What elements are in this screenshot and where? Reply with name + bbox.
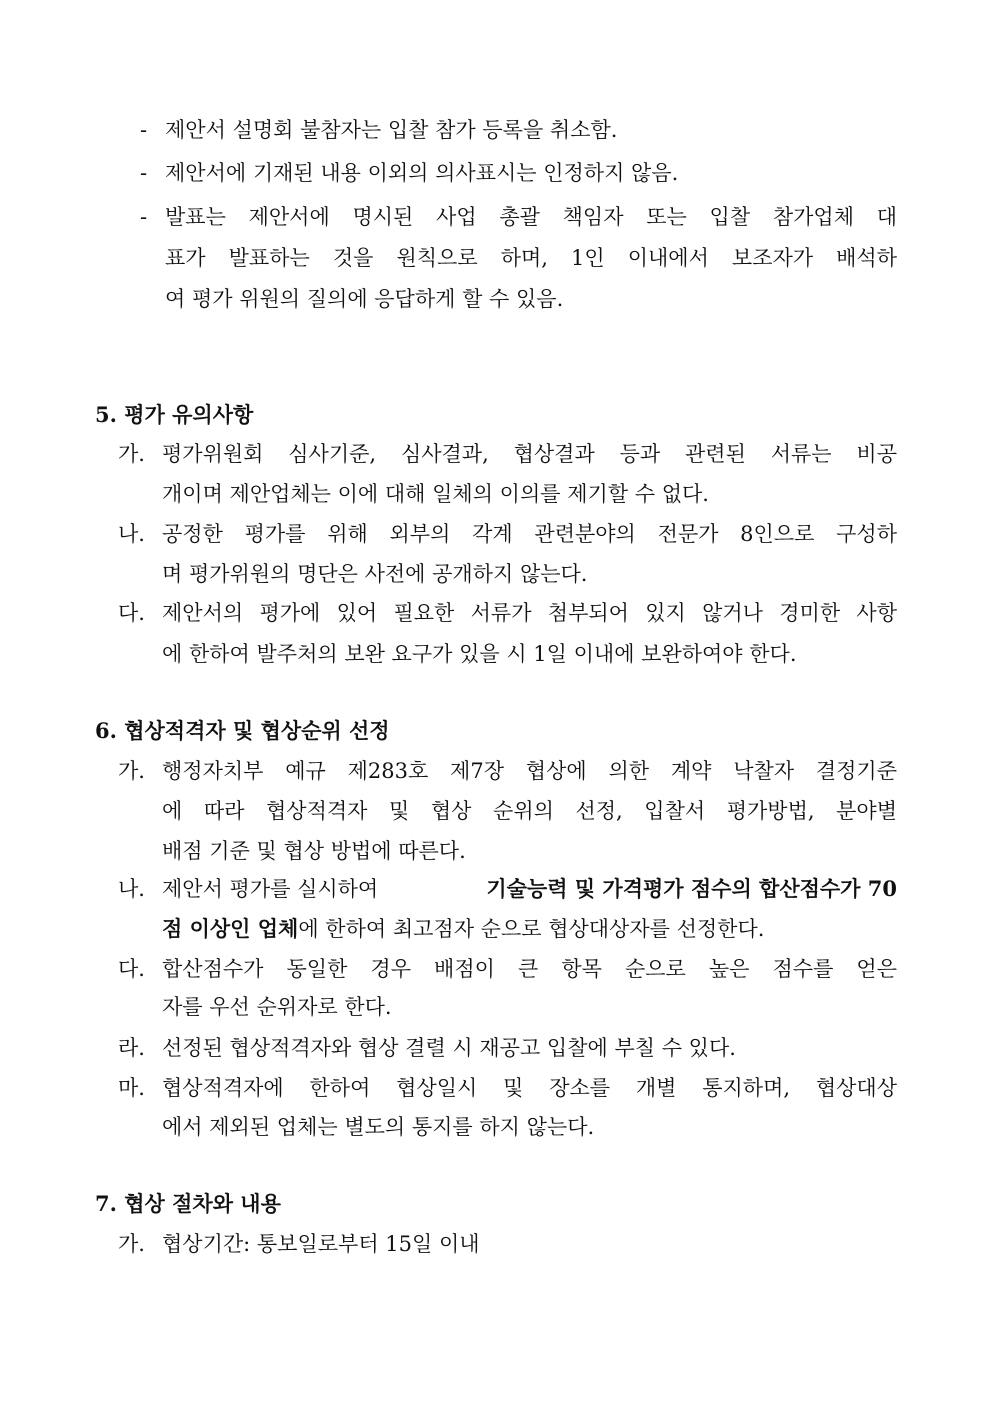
item-marker: 나.: [118, 522, 145, 546]
section-6-item-da-line-1: 합산점수가 동일한 경우 배점이 큰 항목 순으로 높은 점수를 얻은: [162, 957, 897, 981]
section-5-item-da-line-2: 에 한하여 발주처의 보완 요구가 있을 시 1일 이내에 보완하여야 한다.: [162, 642, 797, 666]
section-6-item-ma-line-1: 협상적격자에 한하여 협상일시 및 장소를 개별 통지하며, 협상대상: [162, 1076, 897, 1100]
item-marker: 다.: [118, 601, 145, 625]
item-marker: 가.: [118, 759, 145, 783]
item-marker: 다.: [118, 957, 145, 981]
section-6-item-ga-line-3: 배점 기준 및 협상 방법에 따른다.: [162, 839, 466, 863]
section-6-item-na-bold-text: 기술능력 및 가격평가 점수의 합산점수가 70: [486, 876, 897, 901]
section-6-item-ga-line-2: 에 따라 협상적격자 및 협상 순위의 선정, 입찰서 평가방법, 분야별: [162, 799, 897, 823]
item-marker: 라.: [118, 1036, 145, 1060]
section-7-item-ga-line-1: 협상기간: 통보일로부터 15일 이내: [162, 1232, 480, 1256]
item-marker: 가.: [118, 442, 145, 466]
section-7-title: 7. 협상 절차와 내용: [95, 1191, 281, 1216]
section-6-item-na-plain-text-2: 에 한하여 최고점자 순으로 협상대상자를 선정한다.: [298, 917, 765, 941]
section-5-title: 5. 평가 유의사항: [95, 402, 254, 427]
dash-marker: -: [140, 118, 148, 142]
intro-item-2-line-1: 제안서에 기재된 내용 이외의 의사표시는 인정하지 않음.: [165, 161, 679, 185]
item-marker: 마.: [118, 1076, 145, 1100]
section-6-item-ra-line-1: 선정된 협상적격자와 협상 결렬 시 재공고 입찰에 부칠 수 있다.: [162, 1036, 736, 1060]
section-6-item-da-line-2: 자를 우선 순위자로 한다.: [162, 995, 392, 1019]
section-5-item-ga-line-1: 평가위원회 심사기준, 심사결과, 협상결과 등과 관련된 서류는 비공: [162, 442, 897, 466]
section-6-title: 6. 협상적격자 및 협상순위 선정: [95, 718, 390, 743]
intro-item-3-line-3: 여 평가 위원의 질의에 응답하게 할 수 있음.: [165, 287, 564, 311]
section-5-item-na-line-2: 며 평가위원의 명단은 사전에 공개하지 않는다.: [162, 562, 588, 586]
intro-item-1-line-1: 제안서 설명회 불참자는 입찰 참가 등록을 취소함.: [165, 118, 618, 142]
section-6-item-na-plain-text: 제안서 평가를 실시하여: [162, 877, 385, 901]
intro-item-3-line-1: 발표는 제안서에 명시된 사업 총괄 책임자 또는 입찰 참가업체 대: [165, 205, 897, 229]
dash-marker: -: [140, 205, 148, 229]
dash-marker: -: [140, 161, 148, 185]
section-6-item-ma-line-2: 에서 제외된 업체는 별도의 통지를 하지 않는다.: [162, 1115, 595, 1139]
section-6-item-na-line-2: [162, 914, 764, 944]
section-6-item-na-bold-text-2: 점 이상인 업체: [162, 916, 299, 941]
item-marker: 가.: [118, 1232, 145, 1256]
section-5-item-ga-line-2: 개이며 제안업체는 이에 대해 일체의 이의를 제기할 수 없다.: [162, 482, 709, 506]
item-marker: 나.: [118, 877, 145, 901]
section-5-item-na-line-1: 공정한 평가를 위해 외부의 각계 관련분야의 전문가 8인으로 구성하: [162, 522, 897, 546]
section-6-item-ga-line-1: 행정자치부 예규 제283호 제7장 협상에 의한 계약 낙찰자 결정기준: [162, 759, 897, 783]
section-5-item-da-line-1: 제안서의 평가에 있어 필요한 서류가 첨부되어 있지 않거나 경미한 사항: [162, 601, 897, 625]
section-6-item-na-line-1: [162, 874, 897, 904]
intro-item-3-line-2: 표가 발표하는 것을 원칙으로 하며, 1인 이내에서 보조자가 배석하: [165, 246, 897, 270]
